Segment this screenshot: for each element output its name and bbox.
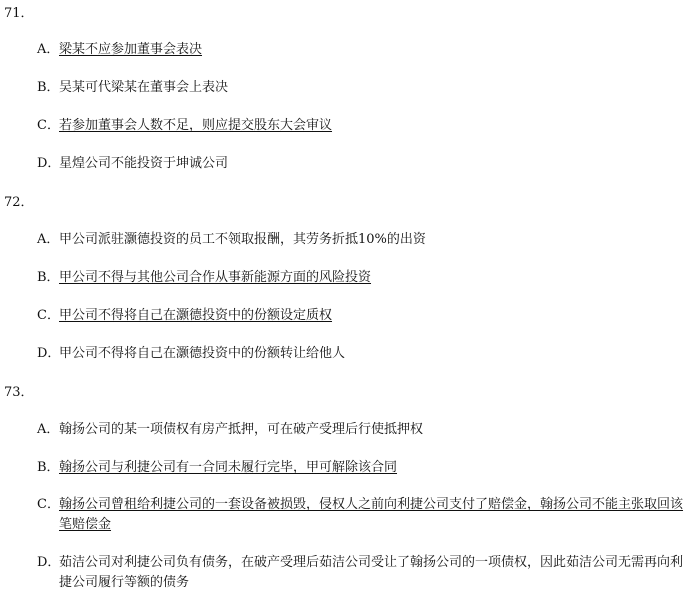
option-71-d[interactable] — [37, 154, 687, 174]
option-71-c[interactable] — [37, 116, 687, 136]
option-text: 甲公司不得将自己在灏德投资中的份额转让给他人 — [59, 346, 346, 361]
question-number: 72． — [4, 195, 34, 210]
option-72-d[interactable] — [37, 344, 687, 364]
option-letter: A． — [37, 42, 60, 57]
option-text: 翰扬公司与利捷公司有一合同未履行完毕，甲可解除该合同 — [59, 460, 398, 475]
option-letter: C． — [37, 308, 60, 323]
option-letter: B． — [37, 460, 60, 475]
option-73-b[interactable] — [37, 458, 687, 478]
option-72-b[interactable] — [37, 268, 687, 288]
option-letter: C． — [37, 497, 60, 512]
option-letter: D． — [37, 555, 61, 570]
option-text: 梁某不应参加董事会表决 — [59, 42, 203, 57]
question-number: 73． — [4, 385, 34, 400]
option-73-d[interactable] — [37, 553, 687, 593]
option-letter: A． — [37, 422, 60, 437]
option-71-a[interactable] — [37, 40, 687, 60]
option-73-a[interactable] — [37, 420, 687, 440]
option-letter: B． — [37, 270, 60, 285]
option-72-a[interactable] — [37, 230, 687, 250]
option-text: 茹洁公司对利捷公司负有债务，在破产受理后茹洁公司受让了翰扬公司的一项债权，因此茹洁公司无需再向利捷公司履行等额的债务 — [59, 555, 684, 590]
question-number: 71． — [4, 6, 34, 21]
option-text: 甲公司不得将自己在灏德投资中的份额设定质权 — [59, 308, 333, 323]
option-text: 翰扬公司的某一项债权有房产抵押，可在破产受理后行使抵押权 — [59, 422, 424, 437]
option-72-c[interactable] — [37, 306, 687, 326]
option-73-c[interactable] — [37, 495, 687, 535]
option-text: 甲公司派驻灏德投资的员工不领取报酬，其劳务折抵10%的出资 — [59, 232, 426, 247]
option-letter: B． — [37, 80, 60, 95]
option-71-b[interactable] — [37, 78, 687, 98]
option-letter: C． — [37, 118, 60, 133]
option-letter: A． — [37, 232, 60, 247]
option-text: 甲公司不得与其他公司合作从事新能源方面的风险投资 — [59, 270, 372, 285]
option-text: 翰扬公司曾租给利捷公司的一套设备被损毁，侵权人之前向利捷公司支付了赔偿金，翰扬公司不能主张取回该笔赔偿金 — [59, 497, 684, 532]
option-text: 星煌公司不能投资于坤诚公司 — [59, 156, 229, 171]
option-letter: D． — [37, 346, 61, 361]
option-letter: D． — [37, 156, 61, 171]
option-text: 吴某可代梁某在董事会上表决 — [59, 80, 229, 95]
option-text: 若参加董事会人数不足，则应提交股东大会审议 — [59, 118, 333, 133]
